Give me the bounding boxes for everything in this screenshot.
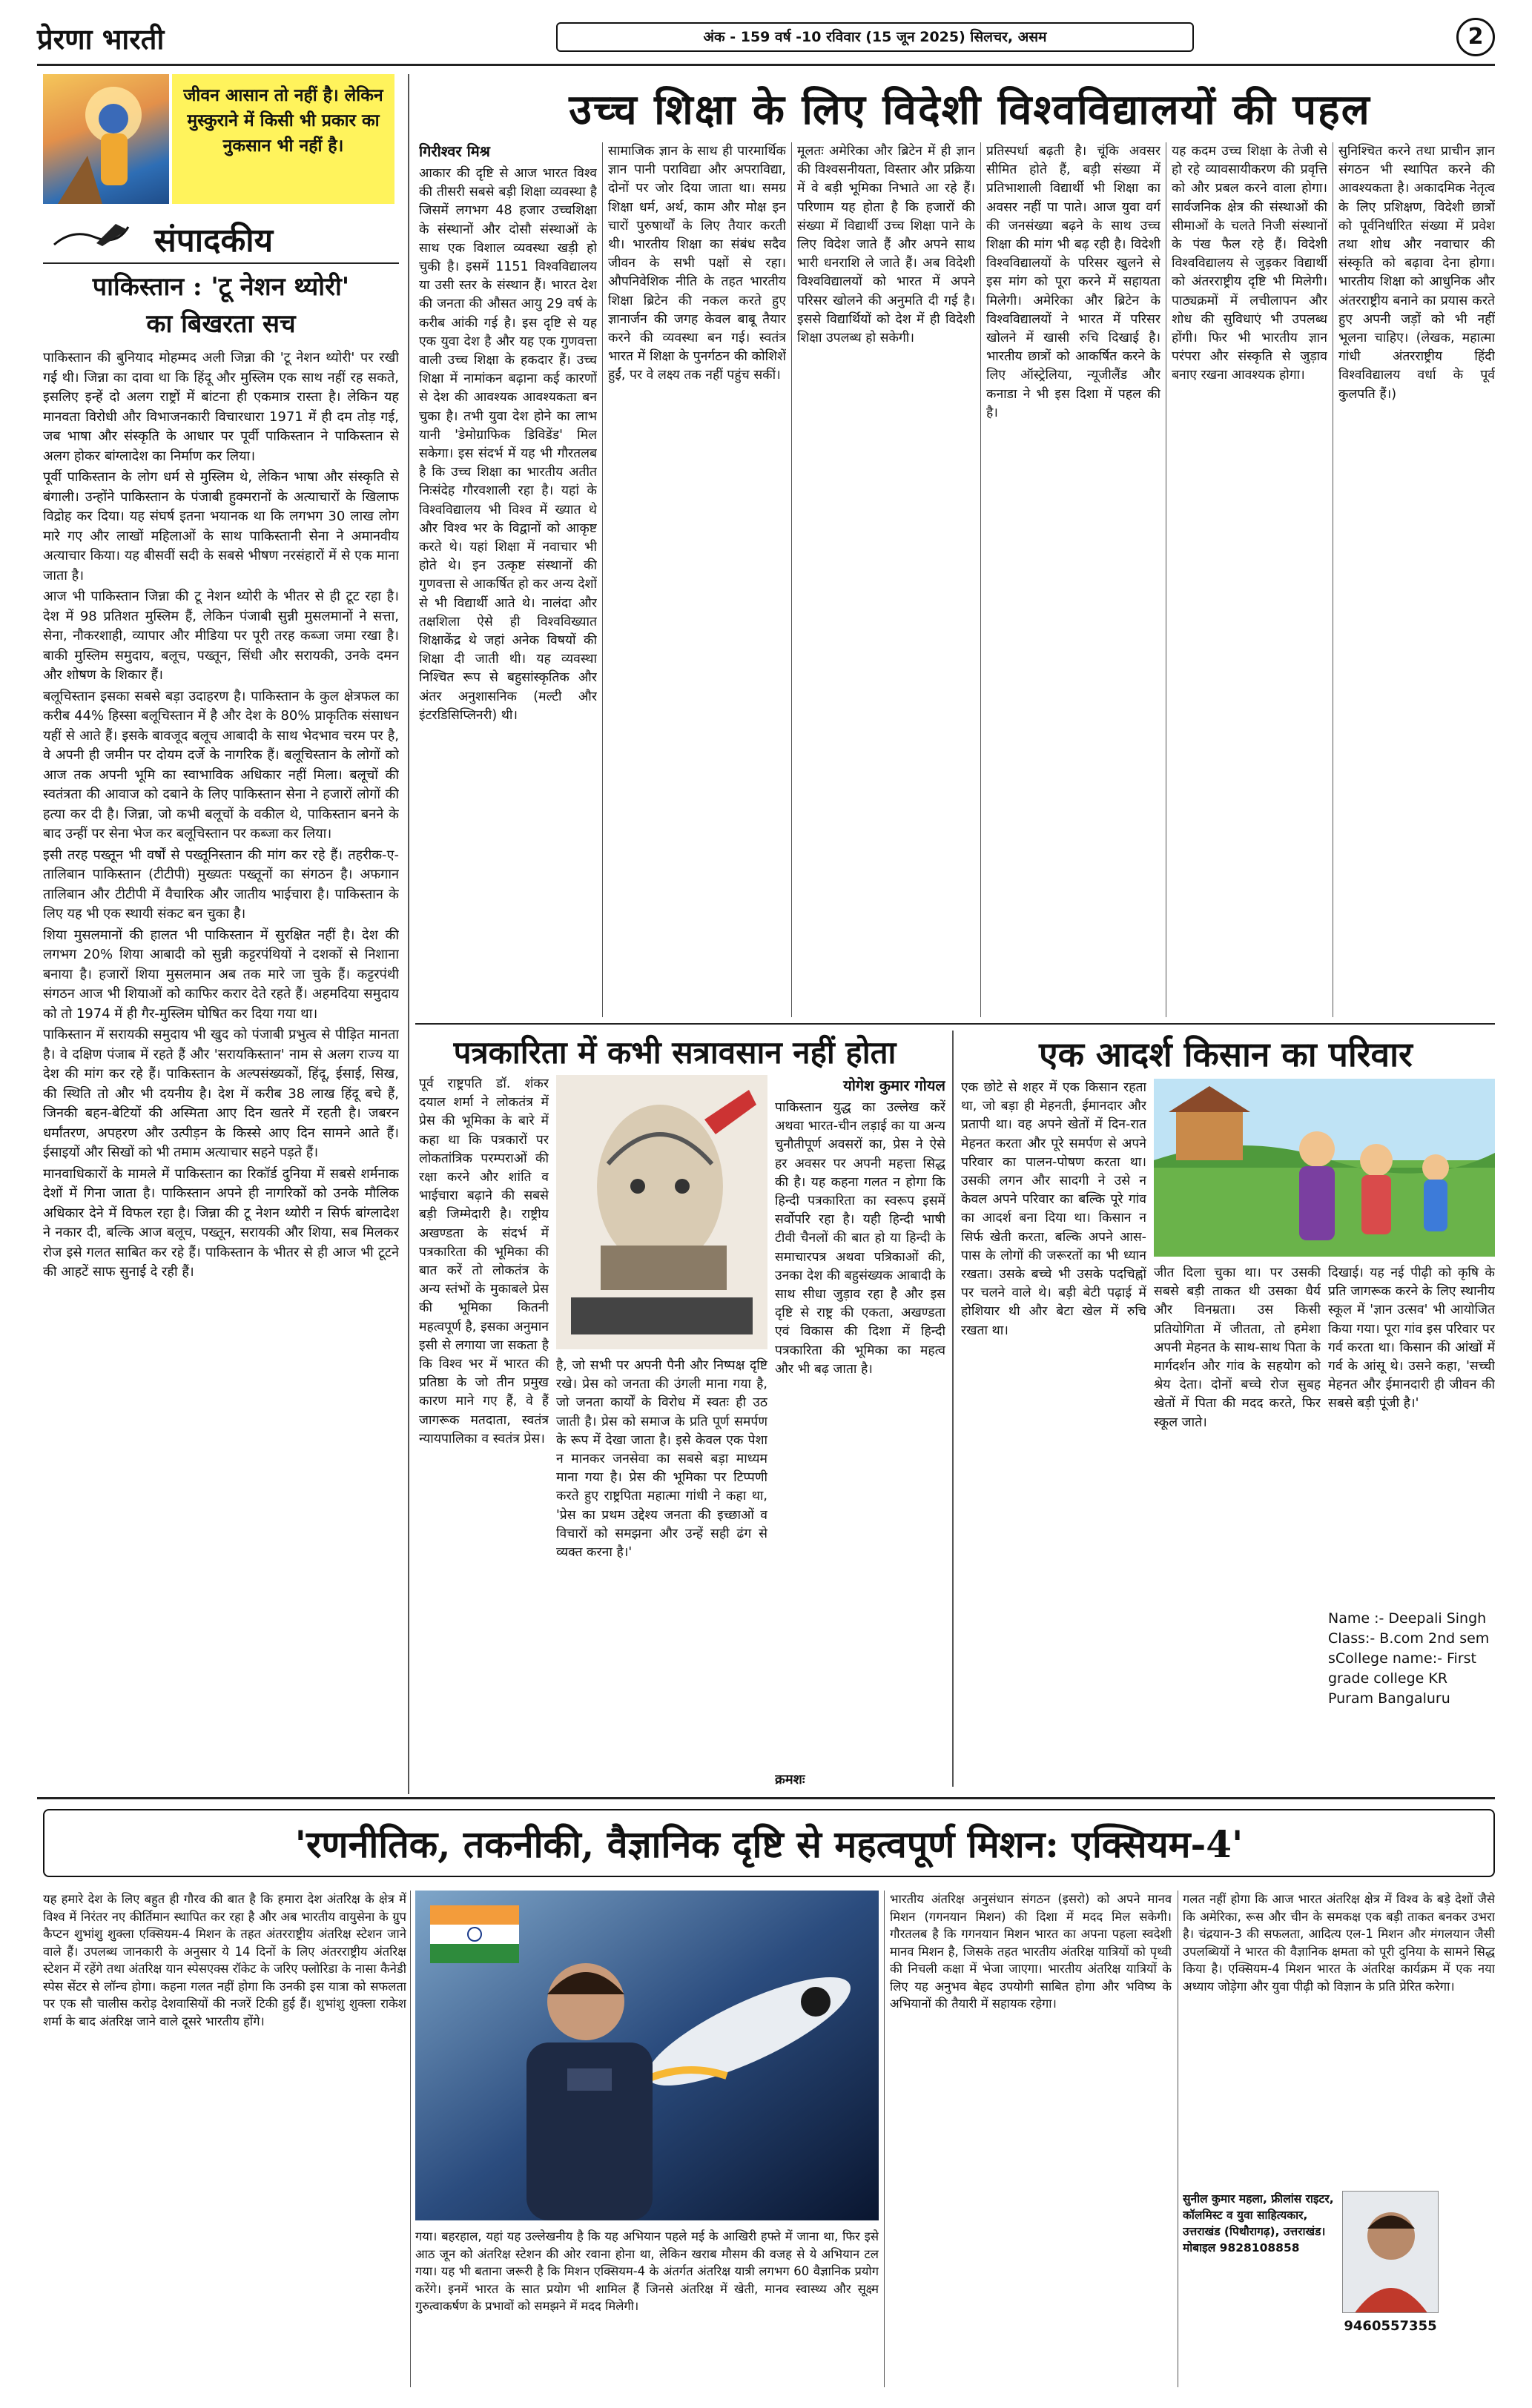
farmer-paragraph: एक छोटे से शहर में एक किसान रहता था, जो बड़ा ही मेहनती, ईमानदार और प्रतापी था। वह अपने खेतों में दिन-रात मेहनत करता और पूरे समर्पण से अपने परिवार का पालन-पोषण करता था। उसकी लगन और सादगी ने उसे न केवल अपने परिवार का बल्कि पूरे गांव का आदर्श बना दिया था। किसान न सिर्फ खेती करता, बल्कि अपने आस-पास के लोगों की जरूरतों का भी ध्यान रखता। उसके बच्चे भी उसके पदचिह्नों पर चलने वाले थे। बड़ी बेटी पढ़ाई में होशियार थी और बेटा खेल में रुचि रखता था। — [961, 1080, 1146, 1338]
journalism-author: योगेश कुमार गोयल — [843, 1076, 945, 1094]
farmer-headline: एक आदर्श किसान का परिवार — [1039, 1034, 1413, 1074]
axiom-astronaut-image — [415, 1891, 879, 2220]
education-col-3 — [797, 142, 975, 1017]
editorial-section-title: संपादकीय — [154, 222, 274, 259]
education-col-2 — [608, 142, 786, 1017]
journalism-headline: पत्रकारिता में कभी सत्रावसान नहीं होता — [453, 1034, 897, 1071]
education-paragraph: यह कदम उच्च शिक्षा के तेजी से हो रहे व्यावसायीकरण की प्रवृत्ति को और प्रबल करने वाला होगा। सार्वजनिक क्षेत्र की संस्थाओं की सीमाओं के चलते निजी संस्थानों के पंख फैल रहे हैं। विदेशी विश्वविद्यालय से जुड़कर विद्यार्थी को अंतरराष्ट्रीय दृष्टि भी मिलेगी। पाठ्यक्रमों में लचीलापन और शोध की सुविधाएं भी उपलब्ध होंगी। फिर भी भारतीय ज्ञान परंपरा और संस्कृति से जुड़ाव बनाए रखना आवश्यक होगा। — [1172, 144, 1327, 383]
axiom-paragraph: भारतीय अंतरिक्ष अनुसंधान संगठन (इसरो) को अपने मानव मिशन (गगनयान मिशन) की दिशा में मदद मिल सकेगी। गौरतलब है कि गगनयान मिशन भारत का अपना पहला स्वदेशी मानव मिशन है, जिसके तहत भारतीय अंतरिक्ष यात्रियों को पृथ्वी की निचली कक्षा में भेजा जाएगा। भारतीय अंतरिक्ष यात्रियों के लिए यह अनुभव बेहद उपयोगी साबित होगा और भविष्य के अभियानों की तैयारी में सहायक रहेगा। — [890, 1892, 1172, 2011]
journalism-paragraph: पूर्व राष्ट्रपति डॉ. शंकर दयाल शर्मा ने लोकतंत्र में प्रेस की भूमिका के बारे में कहा था कि पत्रकारों पर लोकतांत्रिक परम्पराओं की रक्षा करने और शांति व भाईचारा बढ़ाने की सबसे बड़ी जिम्मेदारी है। राष्ट्रीय अखण्डता के संदर्भ में पत्रकारिता की भूमिका की बात करें तो लोकतंत्र के अन्य स्तंभों के मुकाबले प्रेस की भूमिका कितनी महत्वपूर्ण है, इसका अनुमान इसी से लगाया जा सकता है कि विश्व भर में भारत की प्रतिष्ठा के जो तीन प्रमुख कारण माने गए हैं, वे हैं जागरूक मतदाता, स्वतंत्र न्यायपालिका व स्वतंत्र प्रेस। — [419, 1076, 549, 1446]
farmer-paragraph: जीत दिला चुका था। पर उसकी सबसे बड़ी ताकत थी उसका धैर्य और विनम्रता। उस किसी प्रतियोगिता में जीतता, तो हमेशा अपनी मेहनत के साथ-साथ पिता के मार्गदर्शन और गांव के सहयोग को श्रेय देता। दोनों बच्चे रोज सुबह खेतों में पिता की मदद करते, फिर स्कूल जाते। — [1154, 1266, 1321, 1430]
journalism-col-3 — [775, 1099, 945, 1766]
col-divider — [791, 142, 792, 1017]
farmer-paragraph: दिखाई। यह नई पीढ़ी को कृषि के प्रति जागरूक करने के लिए स्थानीय स्कूल में 'ज्ञान उत्सव' भी आयोजित किया गया। पूरा गांव इस परिवार पर गर्व करता था। किसान की आंखों में गर्व के आंसू थे। उसने कहा, 'सच्ची मेहनत और ईमानदारी ही जीवन की सबसे बड़ी पूंजी है।' — [1328, 1266, 1495, 1412]
axiom-author-block: सुनील कुमार महला, फ्रीलांस राइटर, कॉलमिस्ट व युवा साहित्यकार, उत्तराखंड (पिथौरागढ़), उत्तराखंड। मोबाइल 9828108858 — [1183, 2192, 1334, 2255]
masthead — [37, 16, 1495, 61]
journalism-illustration — [556, 1075, 767, 1349]
issue-info: अंक - 159 वर्ष -10 रविवार (15 जून 2025) सिलचर, असम — [556, 22, 1194, 52]
masthead-rule — [37, 64, 1495, 66]
axiom-col-4 — [1183, 1891, 1495, 2187]
editorial-paragraph: पाकिस्तान में सरायकी समुदाय भी खुद को पंजाबी प्रभुत्व से पीड़ित मानता है। वे दक्षिण पंजाब में रहते हैं और 'सरायकिस्तान' नाम से अलग राज्य या देश की मांग कर रहे हैं। पाकिस्तान के अल्पसंख्यकों, हिंदू, ईसाई, सिख, की स्थिति तो और भी दयनीय है। देश में करीब 38 लाख हिंदू बचे हैं, जिनकी बहन-बेटियों की अस्मिता आए दिन खतरे में रहती है। जबरन धर्मांतरण, अपहरण और उत्पीड़न के किस्से आए दिन सामने आते हैं। ईसाइयों और सिखों को भी तमाम अत्याचार सहने पड़ते हैं। — [43, 1027, 399, 1160]
education-col-4 — [986, 142, 1160, 1017]
education-col-5 — [1172, 142, 1327, 1017]
axiom-paragraph: गलत नहीं होगा कि आज भारत अंतरिक्ष क्षेत्र में विश्व के बड़े देशों जैसे कि अमेरिका, रूस और चीन के समकक्ष एक बड़ी ताकत बनकर उभरा है। चंद्रयान-3 की सफलता, आदित्य एल-1 मिशन और मंगलयान जैसी उपलब्धियों ने भारत की वैज्ञानिक क्षमता को पूरी दुनिया के सामने सिद्ध किया है। एक्सियम-4 मिशन भारत के अंतरिक्ष कार्यक्रम में एक नया अध्याय जोड़ेगा और युवा पीढ़ी को विज्ञान के प्रति प्रेरित करेगा। — [1183, 1892, 1495, 1994]
editorial-body — [43, 348, 399, 1787]
journalism-paragraph: है, जो सभी पर अपनी पैनी और निष्पक्ष दृष्टि रखे। प्रेस को जनता की उंगली माना गया है, जो जनता कार्यों के विरोध में स्वतः ही उठ जाती है। प्रेस को समाज के प्रति पूर्ण समर्पण के रूप में देखा जाता है। इसे केवल एक पेशा न मानकर जनसेवा का सबसे बड़ा माध्यम माना गया है। प्रेस की भूमिका पर टिप्पणी करते हुए राष्ट्रपिता महात्मा गांधी ने कहा था, 'प्रेस का प्रथम उद्देश्य जनता की इच्छाओं व विचारों को समझना और उन्हें सही ढंग से व्यक्त करना है।' — [556, 1358, 767, 1561]
farmer-col-3 — [1328, 1264, 1495, 1601]
col-divider — [980, 142, 981, 1017]
axiom-author-phone: 9460557355 — [1344, 2318, 1437, 2334]
editorial-paragraph: आज भी पाकिस्तान जिन्ना की टू नेशन थ्योरी के भीतर से ही टूट रहा है। देश में 98 प्रतिशत मुस्लिम हैं, लेकिन पंजाबी सुन्नी मुसलमानों ने सत्ता, सेना, नौकरशाही, व्यापार और मीडिया पर पूरी तरह कब्जा जमा रखा है। बाकी मुस्लिम समुदाय, बलूच, पख्तून, सिंधी और सरायकी, उनके दमन और शोषण के शिकार हैं। — [43, 589, 399, 683]
education-col-1 — [419, 165, 597, 1017]
education-paragraph: मूलतः अमेरिका और ब्रिटेन में ही ज्ञान की विश्वसनीयता, विस्तार और प्रक्रिया में वे बड़ी भूमिका निभाते आ रहे हैं। परिणाम यह होता है कि हजारों की संख्या में विद्यार्थी उच्च शिक्षा पाने के लिए विदेश जाते हैं और अपने साथ भारी धनराशि ले जाते हैं। अब विदेशी विश्वविद्यालयों को भारत में अपने परिसर खोलने की अनुमति दी गई है। इससे विद्यार्थियों को देश में ही विदेशी शिक्षा उपलब्ध हो सकेगी। — [797, 144, 975, 346]
editorial-rule — [43, 262, 399, 264]
bottom-section-rule — [37, 1797, 1495, 1799]
axiom-paragraph: गया। बहरहाल, यहां यह उल्लेखनीय है कि यह अभियान पहले मई के आखिरी हफ्ते में जाना था, फिर इसे आठ जून को अंतरिक्ष स्टेशन की ओर रवाना होना था, लेकिन खराब मौसम की वजह से ये अभियान टल गया। यह भी बताना जरूरी है कि मिशन एक्सियम-4 के अंतर्गत अंतरिक्ष यात्री लगभग 60 वैज्ञानिक प्रयोग करेंगे। इनमें भारत के सात प्रयोग भी शामिल हैं जिनसे अंतरिक्ष में खेती, मानव स्वास्थ्य और सूक्ष्म गुरुत्वाकर्षण के प्रभावों को समझने में मदद मिलेगी। — [415, 2229, 879, 2313]
editorial-paragraph: मानवाधिकारों के मामले में पाकिस्तान का रिकॉर्ड दुनिया में सबसे शर्मनाक देशों में गिना जाता है। पाकिस्तान अपने ही नागरिकों को उनके मौलिक अधिकार देने में विफल रहा है। जिन्ना की टू नेशन थ्योरी न सिर्फ बांग्लादेश ने नकार दी, बल्कि आज बलूच, पख्तून, सरायकी और शिया, सब मिलकर रोज इसे गलत साबित कर रहे हैं। पाकिस्तान के भीतर से ही आज भी टूटने की आहटें साफ सुनाई दे रही हैं। — [43, 1165, 399, 1280]
farmer-illustration — [1154, 1079, 1495, 1257]
quote-text: जीवन आसान तो नहीं है। लेकिन मुस्कुराने में किसी भी प्रकार का नुकसान भी नहीं है। — [183, 86, 383, 156]
journalism-col-1 — [419, 1075, 549, 1787]
col-divider — [410, 1891, 411, 2387]
education-author: गिरीश्वर मिश्र — [419, 142, 490, 160]
pen-icon — [50, 221, 132, 251]
journalism-paragraph: पाकिस्तान युद्ध का उल्लेख करें अथवा भारत-चीन लड़ाई का या अन्य चुनौतीपूर्ण अवसरों का, प्रेस ने ऐसे हर अवसर पर अपनी महत्ता सिद्ध की है। यह कहना गलत न होगा कि हिन्दी पत्रकारिता का स्वरूप इसमें सर्वोपरि रहा है। यही हिन्दी भाषी टीवी चैनलों की बात हो या हिन्दी के समाचारपत्र अथवा पत्रिकाओं की, उनका देश की बहुसंख्यक आबादी के साथ सीधा जुड़ाव रहा है और इस दृष्टि से राष्ट्र की एकता, अखण्डता एवं विकास की दिशा में हिन्दी पत्रकारिता की भूमिका का महत्व और भी बढ़ जाता है। — [775, 1100, 945, 1377]
editorial-paragraph: बलूचिस्तान इसका सबसे बड़ा उदाहरण है। पाकिस्तान के कुल क्षेत्रफल का करीब 44% हिस्सा बलूचिस्तान में है और देश के 80% प्राकृतिक संसाधन यहीं से आते हैं। इसके बावजूद बलूच आबादी के साथ भेदभाव चरम पर है, वे अपनी ही जमीन पर दोयम दर्जे के नागरिक हैं। बलूचिस्तान के लोगों को आज तक अपनी भूमि का स्वाभाविक अधिकार नहीं मिला। बलूचों की स्वतंत्रता की आवाज को दबाने के लिए पाकिस्तान सेना ने हजारों लोगों की हत्या कर दी है। जिन्ना, जो कभी बलूचों के वकील थे, पाकिस्तान बनने के बाद उन्हीं पर सेना भेज कर बलूचिस्तान पर कब्जा कर लिया। — [43, 688, 399, 841]
editorial-header — [43, 215, 399, 259]
section-rule — [415, 1023, 1495, 1025]
axiom-headline-box — [43, 1809, 1495, 1877]
editorial-paragraph: शिया मुसलमानों की हालत भी पाकिस्तान में सुरक्षित नहीं है। देश की लगभग 20% शिया आबादी को सुन्नी कट्टरपंथियों ने दशकों से निशाना बनाया है। हजारों शिया मुसलमान अब तक मारे जा चुके हैं। कट्टरपंथी संगठन आज भी शियाओं को काफिर करार देते रहते हैं। अहमदिया समुदाय को तो 1974 में ही गैर-मुस्लिम घोषित कर दिया गया था। — [43, 927, 399, 1022]
education-headline: उच्च शिक्षा के लिए विदेशी विश्वविद्यालयों की पहल — [569, 85, 1371, 134]
editorial-divider — [408, 74, 409, 1794]
journalism-col-2 — [556, 1357, 767, 1787]
krishna-image — [43, 74, 169, 204]
farmer-byline: Name :- Deepali Singh Class:- B.com 2nd sem sCollege name:- First grade college KR Puram Bangaluru — [1328, 1610, 1490, 1707]
journalism-continued: क्रमशः — [775, 1772, 805, 1787]
education-paragraph: सुनिश्चित करने तथा प्राचीन ज्ञान संगठन भी स्थापित करने की आवश्यकता है। अकादमिक नेतृत्व के लिए प्रशिक्षण, विदेशी छात्रों को पूर्वनिर्धारित संख्या में प्रवेश तथा शोध और नवाचार की संस्कृति को बढ़ावा देना होगा। भारतीय शिक्षा को आधुनिक और अंतरराष्ट्रीय बनाने का प्रयास करते हुए अपनी जड़ों को भी नहीं भूलना चाहिए। (लेखक, महात्मा गांधी अंतरराष्ट्रीय हिंदी विश्वविद्यालय वर्धा के पूर्व कुलपति हैं।) — [1338, 144, 1495, 402]
education-col-6 — [1338, 142, 1495, 1017]
axiom-col-3 — [890, 1891, 1172, 2387]
editorial-paragraph: पूर्वी पाकिस्तान के लोग धर्म से मुस्लिम थे, लेकिन भाषा और संस्कृति से बंगाली। उन्होंने पाकिस्तान के पंजाबी हुक्मरानों के अत्याचारों के खिलाफ विद्रोह कर दिया। यह संघर्ष इतना भयानक था कि लगभग 30 लाख लोग मारे गए और लाखों महिलाओं के साथ पाकिस्तानी सेना ने अमानवीय अत्याचार किया। यह बीसवीं सदी के सबसे भीषण नरसंहारों में से एक माना जाता है। — [43, 469, 399, 583]
col-divider — [602, 142, 603, 1017]
author-photo — [1342, 2191, 1439, 2313]
farmer-col-2 — [1154, 1264, 1321, 1787]
education-paragraph: प्रतिस्पर्धा बढ़ती है। चूंकि अवसर सीमित होते हैं, बड़ी संख्या में प्रतिभाशाली विद्यार्थी भी शिक्षा का अवसर नहीं पा पाते। आज युवा वर्ग की जनसंख्या बढ़ने के साथ उच्च शिक्षा की मांग भी बढ़ रही है। विदेशी विश्वविद्यालयों के परिसर खुलने से इस मांग को पूरा करने में सहायता मिलेगी। अमेरिका और ब्रिटेन के विश्वविद्यालयों ने भारत में परिसर खोलने में खासी रुचि दिखाई है। भारतीय छात्रों को आकर्षित करने के लिए ऑस्ट्रेलिया, न्यूजीलैंड और कनाडा ने भी इस दिशा में पहल की है। — [986, 144, 1160, 420]
farmer-col-1 — [961, 1079, 1146, 1787]
education-paragraph: आकार की दृष्टि से आज भारत विश्व की तीसरी सबसे बड़ी शिक्षा व्यवस्था है जिसमें लगभग 48 हजार उच्चशिक्षा के संस्थानों और दोसौ संस्थाओं के साथ एक विशाल व्यवस्था खड़ी हो चुकी है। इसमें 1151 विश्वविद्यालय या उसी स्तर के संस्थान हैं। भारत देश की जनता की औसत आयु 29 वर्ष के करीब आंकी गई है। इस दृष्टि से यह एक युवा देश है और यह एक गुणवत्ता वाली उच्च शिक्षा के हकदार हैं। उच्च शिक्षा में नामांकन बढ़ाना कई कारणों से देश की आवश्यक आवश्यकता बन चुका है। तभी युवा देश होने का लाभ यानी 'डेमोग्राफिक डिविडेंड' मिल सकेगा। इस संदर्भ में यह भी गौरतलब है कि उच्च शिक्षा का भारतीय अतीत निःसंदेह गौरवशाली रहा है। यहां के विश्वविद्यालय भी विश्व में ख्यात थे और विश्व भर के विद्वानों को आकृष्ट करते थे। यहां शिक्षा में नवाचार भी होते थे। इन उत्कृष्ट संस्थानों की गुणवत्ता से आकर्षित हो कर अन्य देशों से भी विद्यार्थी आते थे। नालंदा और तक्षशिला ऐसे ही विश्वविख्यात शिक्षाकेंद्र थे जहां अनेक विषयों की शिक्षा दी जाती थी। यह व्यवस्था निश्चित रूप से बहुसांस्कृतिक और अंतर अनुशासनिक (मल्टी और इंटरडिसिप्लिनरी) थी। — [419, 166, 597, 723]
section-divider — [952, 1031, 954, 1787]
editorial-paragraph: इसी तरह पख्तून भी वर्षों से पख्तूनिस्तान की मांग कर रहे हैं। तहरीक-ए-तालिबान पाकिस्तान (टीटीपी) मुख्यतः पख्तूनों का संगठन है। अफगान तालिबान और टीटीपी में वैचारिक और जातीय भाईचारा है। पाकिस्तान के लिए यह भी एक स्थायी संकट बन चुका है। — [43, 847, 399, 922]
axiom-headline: 'रणनीतिक, तकनीकी, वैज्ञानिक दृष्टि से महत्वपूर्ण मिशन: एक्सियम-4' — [294, 1822, 1244, 1866]
quote-box — [172, 74, 394, 204]
page-number: 2 — [1456, 18, 1495, 56]
axiom-col-1 — [43, 1891, 406, 2387]
editorial-title-line1: पाकिस्तान : 'टू नेशन थ्योरी' — [92, 272, 350, 302]
education-paragraph: सामाजिक ज्ञान के साथ ही पारमार्थिक ज्ञान पानी पराविद्या और अपराविद्या, दोनों पर जोर दिया जाता था। समग्र शिक्षा धर्म, अर्थ, काम और मोक्ष इन चारों पुरुषार्थों के लिए तैयार करती थी। भारतीय शिक्षा का संबंध सदैव जीवन के सभी पक्षों से रहा। औपनिवेशिक नीति के तहत भारतीय शिक्षा ब्रिटेन की नकल करते हुए ज्ञानार्जन की जगह केवल बाबू तैयार करने की व्यवस्था बन गई। स्वतंत्र भारत में शिक्षा के पुनर्गठन की कोशिशें हुईं, पर वे लक्ष्य तक नहीं पहुंच सकीं। — [608, 144, 786, 383]
editorial-title-line2: का बिखरता सच — [146, 309, 296, 339]
axiom-paragraph: यह हमारे देश के लिए बहुत ही गौरव की बात है कि हमारा देश अंतरिक्ष के क्षेत्र में विश्व में निरंतर नए कीर्तिमान स्थापित कर रहा है और अब भारतीय वायुसेना के ग्रुप कैप्टन शुभांशु शुक्ला एक्सियम-4 मिशन के तहत अंतरराष्ट्रीय अंतरिक्ष स्टेशन जाने वाले हैं। उपलब्ध जानकारी के अनुसार ये 14 दिनों के लिए अंतरराष्ट्रीय अंतरिक्ष स्टेशन में रहेंगे तथा अंतरिक्ष यान स्पेसएक्स रॉकेट के जरिए फ्लोरिडा के नासा कैनेडी स्पेस सेंटर से लॉन्च होगा। कहना गलत नहीं होगा कि उनकी इस यात्रा को सफलता पर एक सौ चालीस करोड़ देशवासियों की नजरें टिकी हुई हैं। शुभांशु शुक्ला राकेश शर्मा के बाद अंतरिक्ष जाने वाले दूसरे भारतीय होंगे। — [43, 1892, 406, 2028]
col-divider — [884, 1891, 885, 2387]
newspaper-name: प्रेरणा भारती — [37, 22, 165, 56]
axiom-col-2 — [415, 2228, 879, 2387]
editorial-paragraph: पाकिस्तान की बुनियाद मोहम्मद अली जिन्ना की 'टू नेशन थ्योरी' पर रखी गई थी। जिन्ना का दावा था कि हिंदू और मुस्लिम एक साथ नहीं रह सकते, इसलिए इन्हें दो अलग राष्ट्रों में बांटना ही एकमात्र रास्ता है। लेकिन यह मानवता विरोधी और विभाजनकारी विचारधारा 1971 में ही दम तोड़ गई, जब भाषा और संस्कृति के आधार पर पूर्वी पाकिस्तान ने पाकिस्तान से अलग होकर बांग्लादेश का निर्माण कर लिया। — [43, 350, 399, 464]
